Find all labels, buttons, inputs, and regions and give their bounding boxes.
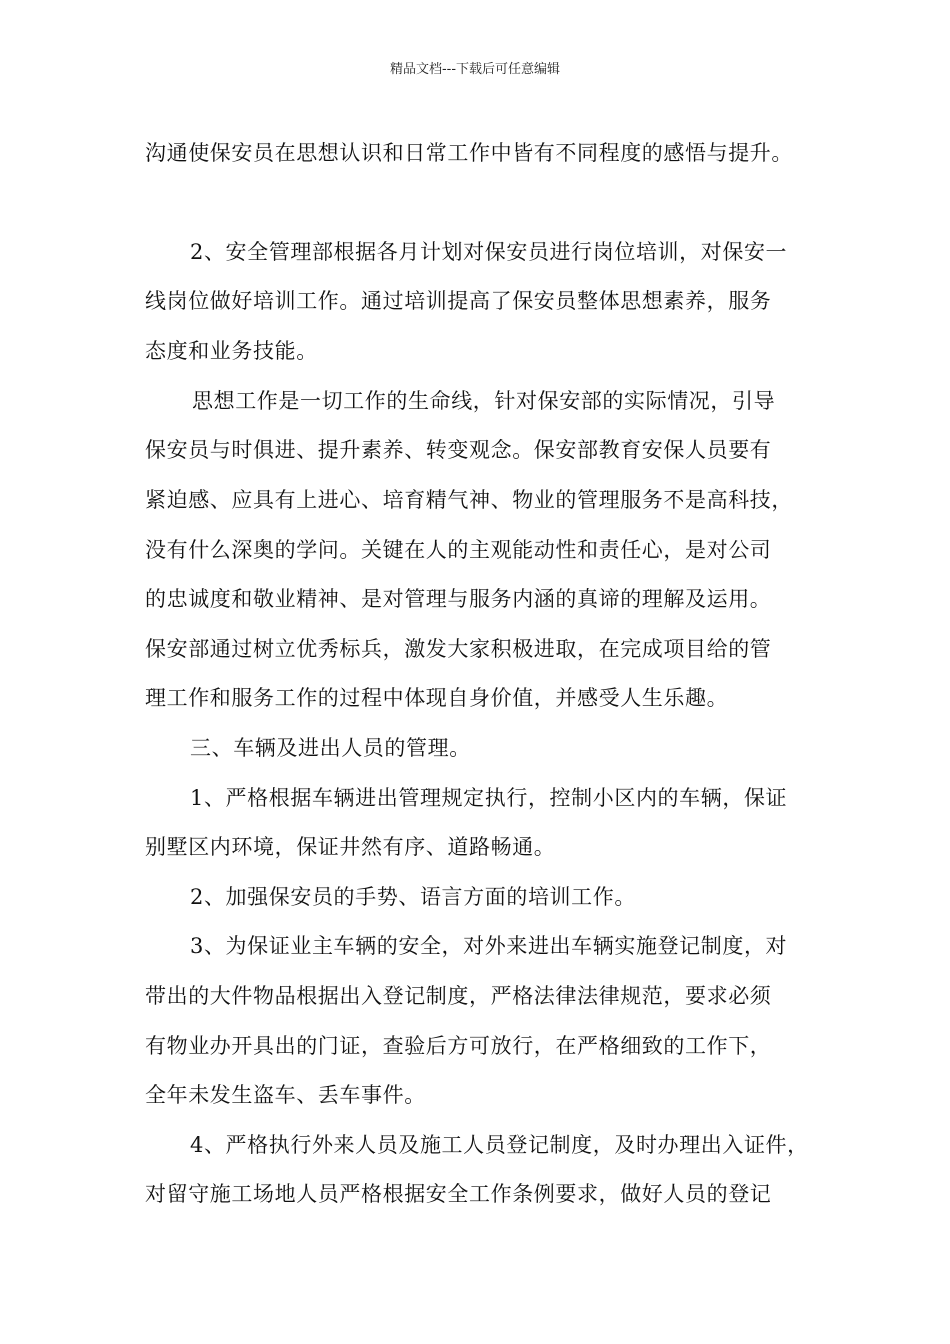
text-line: 线岗位做好培训工作。通过培训提高了保安员整体思想素养，服务 [145,289,772,313]
text-line: 紧迫感、应具有上进心、培育精气神、物业的管理服务不是高科技， [145,488,793,512]
text-line: 态度和业务技能。 [145,339,318,363]
text-line: 3、为保证业主车辆的安全，对外来进出车辆实施登记制度，对 [190,934,788,958]
text-line: 带出的大件物品根据出入登记制度，严格法律法律规范，要求必须 [145,984,772,1008]
section-heading: 三、车辆及进出人员的管理。 [190,736,471,760]
text-line: 2、安全管理部根据各月计划对保安员进行岗位培训，对保安一 [190,240,788,264]
text-line: 全年未发生盗车、丢车事件。 [145,1083,426,1107]
text-line: 4、严格执行外来人员及施工人员登记制度，及时办理出入证件， [190,1133,809,1157]
text-line: 对留守施工场地人员严格根据安全工作条例要求，做好人员的登记 [145,1182,772,1206]
text-line: 的忠诚度和敬业精神、是对管理与服务内涵的真谛的理解及运用。 [145,587,772,611]
text-line: 别墅区内环境，保证井然有序、道路畅通。 [145,835,556,859]
text-line: 保安员与时俱进、提升素养、转变观念。保安部教育安保人员要有 [145,438,772,462]
text-line: 1、严格根据车辆进出管理规定执行，控制小区内的车辆，保证 [190,786,788,810]
text-line: 没有什么深奥的学问。关键在人的主观能动性和责任心，是对公司 [145,538,772,562]
text-line: 沟通使保安员在思想认识和日常工作中皆有不同程度的感悟与提升。 [145,141,793,165]
page-header: 精品文档---下载后可任意编辑 [389,62,561,77]
text-line: 2、加强保安员的手势、语言方面的培训工作。 [190,885,636,909]
text-line: 理工作和服务工作的过程中体现自身价值，并感受人生乐趣。 [145,686,729,710]
text-line: 思想工作是一切工作的生命线，针对保安部的实际情况，引导 [192,389,776,413]
text-line: 有物业办开具出的门证，查验后方可放行，在严格细致的工作下， [145,1034,772,1058]
text-line: 保安部通过树立优秀标兵，激发大家积极进取，在完成项目给的管 [145,637,772,661]
